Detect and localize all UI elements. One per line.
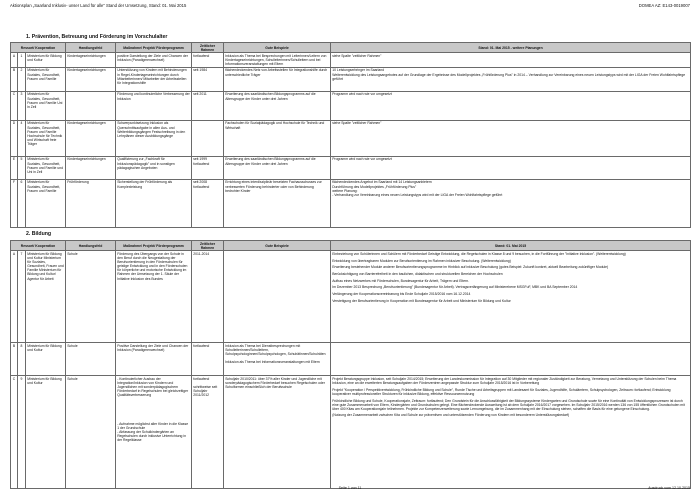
section-1-title: 1. Prävention, Betreuung und Förderung im Vorschulalter xyxy=(26,34,168,40)
cell-handlungsfeld: Kindertageseinrichtungen xyxy=(66,156,116,179)
file-reference: DOMEA AZ: E143-0019007 xyxy=(638,3,690,8)
table-row xyxy=(11,343,691,376)
cell-gute-beispiele: Fachschulen für Sozialpädagogik und Hochschule für Technik und Wirtschaft xyxy=(224,120,331,156)
stand-paragraph: Frühkindliche Bildung und Schule, Kooperationsjahr, Zeitraum: fortlaufend; Den Grundstein für die Anschlussfähigkeit der Bildungssysteme Kindergarten und Grundschule sowie für eine Kontinuität von Entwicklungsprozessen ist durch eine gute Zusammenarbeit von Eltern, Kindergärten und Grundschulen gelegt. Eine flächendeckende Ausweitung ist ab dem Schuljahr 2016/2017 vorgesehen. Im Schuljahr 2015/2016 werden 136 von 155 öffentlichen Grundschulen mit über 400 Kitas am Kooperationsjahr teilnehmen. Projekte zur Kompetenzerweiterung sowie Lernumgebung, die im Zusammenhang mit der Einschulung stehen, schaffen die Basis für eine gelungene Einschulung. xyxy=(332,398,685,411)
cell-stand: siehe Spalte "zeitlicher Rahmen" xyxy=(331,53,691,67)
stand-paragraph: Projekt "Kooperation / Perspektiventwicklung, Frühkindliche Bildung und Schule", Runde Tische und Arbeitsgruppen mit Landesamt für Soziales, Jugendhilfe, Schulämtern, Schulpsychologen, Zeitraum: fortlaufend; Entwicklung kooperativer multiprofessioneller Strukturen für inklusive Bildung, effektive Ressourcennutzung xyxy=(332,387,671,396)
document-title: Aktionsplan „Saarland Inklusiv- unser Land für alle" Stand der Umsetzung, Stand: 01. Mai 2015 xyxy=(10,3,187,8)
cell-stand: 10 Leistungserbringer im Saarland Weiterentwicklung des Leistungsangebotes auf der Grundlage der Ergebnisse des Modellprojektes „Frühförderung Plus" in 2014 – Verhandlung zur Vereinbarung eines neuen Leistungstyps wird mit der LIGA der Freien Wohlfahrtspflege geführt xyxy=(331,67,691,91)
cell-ressort: Ministerium für Bildung und Kultur xyxy=(26,343,66,376)
table-section-2 xyxy=(10,240,691,489)
cell-handlungsfeld: Schule xyxy=(66,376,116,489)
cell-gute-beispiele: Errichtung eines interdisziplinär besetzten Fachausschusses zur verbesserten Förderung behinderter oder von Behinderung bedrohter Kinder xyxy=(224,179,331,227)
row-number: 4 xyxy=(18,120,26,156)
table-row xyxy=(11,53,691,67)
cell-zeitlicher-rahmen: 2011-2014 xyxy=(192,251,224,343)
table-row xyxy=(11,376,691,489)
cell-handlungsfeld: Schule xyxy=(66,343,116,376)
cell-zeitlicher-rahmen: fortlaufend schrittweise seit Schuljahr 2011/2012 xyxy=(192,376,224,489)
cell-massnahme: positive Darstellung der Ziele und Chancen der Inklusion (Paradigmenwechsel) xyxy=(116,53,192,67)
cell-ressort: Ministerium für Bildung und Kultur xyxy=(26,376,66,489)
header-zeitlicher-rahmen: Zeitlicher Rahmen xyxy=(192,43,224,53)
row-letter: A xyxy=(11,53,18,67)
cell-massnahme: Sicherstellung der Frühförderung als Komplexleistung xyxy=(116,179,192,227)
row-letter: E xyxy=(11,156,18,179)
cell-massnahme: Unterstützung von Kindern mit Behinderungen in Regel-Kindertageseinrichtungen durch Mitarbeiterinnen/ Mitarbeiter der Arbeitsstellen für Integrationshilfe xyxy=(116,67,192,91)
stand-paragraph: (Nutzung der Zusammenarbeit zwischen Kita und Schule zur präventiven und unterstützenden Förderung von Kindern mit besonderem Unterstützungsbedarf) xyxy=(332,413,570,418)
cell-handlungsfeld: Kindertageseinrichtungen xyxy=(66,120,116,156)
print-date: Ausdruck vom 12.10.2015 xyxy=(648,486,690,490)
cell-zeitlicher-rahmen: fortlaufend xyxy=(192,343,224,376)
table-row xyxy=(11,156,691,179)
cell-stand xyxy=(331,251,691,343)
cell-gute-beispiele: Schuljahr 2010/2011: über 37% aller Kinder und Jugendliche mit sonderpädagogischem Förderbedarf besuchen Regelschulen oder Schulformen einschließlich der Berufsschule xyxy=(224,376,331,489)
header-zeitlicher-rahmen: Zeitlicher Rahmen xyxy=(192,241,224,251)
cell-ressort: Ministerium für Bildung und Kultur Ministerium für Soziales, Gesundheit, Frauen und Familie Ministerium für Bildung und Kultur/ Agentur für Arbeit xyxy=(26,251,66,343)
cell-ressort: Ministerium für Soziales, Gesundheit, Frauen und Familie xyxy=(26,179,66,227)
cell-stand xyxy=(331,376,691,489)
row-letter: F xyxy=(11,179,18,227)
stand-paragraph: Verlängerung der Kooperationsvereinbarung bis Ende Schuljahr 2015/2016 vom 16.12.2014 xyxy=(332,292,471,297)
cell-massnahme: Förderung und kontinuierliche Verbesserung der Inklusion xyxy=(116,91,192,120)
stand-paragraph: Im Dezember 2013 Besprechung „Berufsorientierung" (Bundesagentur für Arbeit). Vertragsverlängerung auf Ministerebene MSGFuF, MBK und BA September 2014 xyxy=(332,285,578,290)
cell-ressort: Ministerium für Soziales, Gesundheit, Frauen und Familie und Uni in Zell xyxy=(26,156,66,179)
stand-paragraph: Einbeziehung von Schülerinnen und Schülern mit Förderbedarf Geistige Entwicklung, die Regelschulen in Klasse 8 und 9 besuchen, in die Fortführung der "Initiative Inklusion". (Weiterentwicklung) xyxy=(332,251,626,256)
cell-ressort: Ministerium für Soziales, Gesundheit, Frauen und Familie Hochschule für Technik und Wirtschaft freie Träger xyxy=(26,120,66,156)
stand-paragraph: Entwicklung von übertragbaren Modulen zur Berufsorientierung im Rahmen inklusiver Beschulung. (Weiterentwicklung) xyxy=(332,258,511,263)
page-header xyxy=(10,3,690,11)
header-massnahme: Maßnahme/ Projekt/ Förderprogramm xyxy=(116,43,192,53)
cell-massnahme: Positive Darstellung der Ziele und Chancen der Inklusion (Paradigmenwechsel) xyxy=(116,343,192,376)
cell-ressort: Ministerium für Soziales, Gesundheit, Frauen und Familie xyxy=(26,67,66,91)
section-2-title: 2. Bildung xyxy=(26,231,52,237)
cell-handlungsfeld xyxy=(66,91,116,120)
row-letter: B xyxy=(11,343,18,376)
cell-stand: Programm wird nach wie vor umgesetzt xyxy=(331,91,691,120)
cell-gute-beispiele: Inklusion als Thema bei Besprechungen mit Leiterinnen/Leitern von Kindertageseinrichtungen, Schulleiterinnen/Schulleitern und bei Informationsveranstaltungen mit Eltern xyxy=(224,53,331,67)
header-stand: Stand: 01. Mai 2015 xyxy=(331,241,691,251)
cell-zeitlicher-rahmen: seit 1999 fortlaufend xyxy=(192,156,224,179)
table-row xyxy=(11,67,691,91)
cell-stand: siehe Spalte "zeitlicher Rahmen" xyxy=(331,120,691,156)
table-row xyxy=(11,179,691,227)
header-gute-beispiele: Gute Beispiele xyxy=(224,241,331,251)
header-handlungsfeld: Handlungsfeld xyxy=(66,43,116,53)
cell-massnahme: Qualifizierung zur „Fachkraft für Inklusionspädagogik" und in sonstigen pädagogischen Angeboten xyxy=(116,156,192,179)
header-ressort: Ressort/ Kooperation xyxy=(11,241,66,251)
header-ressort: Ressort/ Kooperation xyxy=(11,43,66,53)
cell-zeitlicher-rahmen: fortlaufend xyxy=(192,53,224,67)
cell-massnahme: - Kontinuierlicher Ausbau der Integration/Inklusion von Kindern und Jugendlichen mit sonderpädagogischem Förderbedarf in Regelschulen bei gleichzeitiger Qualitätsverbesserung - Aufnahme möglichst aller Kinder in die Klasse 1 der Grundschule - Abfassung der Schulkindergärten an Regelschulen durch inklusive Unterrichtung in der Regelklasse xyxy=(116,376,192,489)
stand-paragraph: Projekt Beratungsgruppe Inklusion, seit Schuljahr 2014/2015; Erweiterung der Landeskommission für Integration auf 30 Mitglieder mit regionaler Zuständigkeit zur Beratung, Vernetzung und Unterstützung der Schulen beim Thema Inklusion, eine an die erweiterten Beratungsaufgaben der Förderzentren angepasste Struktur zum Schuljahr 2015/2016 ist in Vorbereitung xyxy=(332,376,677,386)
cell-zeitlicher-rahmen: seit 1984 xyxy=(192,67,224,91)
row-number: 5 xyxy=(18,156,26,179)
row-letter: C xyxy=(11,376,18,489)
cell-gute-beispiele: Inklusion als Thema bei Dienstbesprechungen mit Schulleiterinnen/Schulleitern, Schulpsychologinnen/Schulpsychologen, Schulrätinnen/Schulräten Inklusion als Thema bei Informationsveranstaltungen mit Eltern xyxy=(224,343,331,376)
cell-handlungsfeld: Kindertageseinrichtungen xyxy=(66,53,116,67)
table-section-1 xyxy=(10,42,691,228)
cell-gute-beispiele: flächendeckendes Netz von Arbeitsstellen für Integrationshilfe durch unterschiedliche Träger xyxy=(224,67,331,91)
cell-zeitlicher-rahmen: seit 2011 xyxy=(192,91,224,120)
cell-massnahme: Förderung des Übergangs von der Schule in den Beruf durch die Neugestaltung der Berufsorientierung in den Förderschulen für geistige Entwicklung und in den Förderschulen für körperliche und motorische Entwicklung im Rahmen der Umsetzung der 1. Säule der Initiative Inklusion des Bundes xyxy=(116,251,192,343)
stand-paragraph: Aufbau eines Netzwerkes mit Förderschulen, Bundesagentur für Arbeit, Trägern und Eltern. xyxy=(332,278,470,283)
page-footer xyxy=(10,486,690,492)
row-letter: B xyxy=(11,67,18,91)
cell-ressort: Ministerium für Bildung und Kultur xyxy=(26,53,66,67)
row-number: 7 xyxy=(18,251,26,343)
table-row xyxy=(11,120,691,156)
cell-stand: flächendeckendes Angebot im Saarland mit 14 Leistungsanbietern Durchführung des Modellprojektes „Frühförderung Plus" weitere Planung: - Verhandlung zur Vereinbarung eines neuen Leistungstyps wird mit der LIGA der Freien Wohlfahrtspflege geführt xyxy=(331,179,691,227)
stand-paragraph: Erweiterung bestehender Module anderer Berufsorientierungsprogramme im Hinblick auf inklusive Beschulung (gutes Beispiel: Zukunft konkret, aktuell Bearbeitung zukünftiger Module) xyxy=(332,265,609,270)
row-number: 8 xyxy=(18,343,26,376)
cell-handlungsfeld: Schule xyxy=(66,251,116,343)
table-row xyxy=(11,91,691,120)
cell-massnahme: Schwerpunktsetzung Inklusion als Querschnittsaufgabe in allen Aus- und Weiterbildungsgängen Festschreibung in den Lehrplänen dieser Ausbildungsgänge xyxy=(116,120,192,156)
stand-paragraph: Berücksichtigung von Barrierefreiheit in den baulichen, didaktischen und strukturellen Bereichen der Hochschulen xyxy=(332,272,503,277)
row-number: 2 xyxy=(18,67,26,91)
header-handlungsfeld: Handlungsfeld xyxy=(66,241,116,251)
row-number: 1 xyxy=(18,53,26,67)
cell-stand: Programm wird nach wie vor umgesetzt xyxy=(331,156,691,179)
cell-zeitlicher-rahmen xyxy=(192,120,224,156)
row-letter: A xyxy=(11,251,18,343)
table-row xyxy=(11,251,691,343)
stand-paragraph: Verstetigung der Berufsorientierung in Kooperation mit Bundesagentur für Arbeit und Ministerium für Bildung und Kultur xyxy=(332,298,511,303)
header-gute-beispiele: Gute Beispiele xyxy=(224,43,331,53)
cell-gute-beispiele xyxy=(224,251,331,343)
row-number: 3 xyxy=(18,91,26,120)
row-number: 9 xyxy=(18,376,26,489)
row-letter: D xyxy=(11,120,18,156)
cell-handlungsfeld: Kindertageseinrichtungen xyxy=(66,67,116,91)
cell-handlungsfeld: Frühförderung xyxy=(66,179,116,227)
cell-gute-beispiele: Erweiterung des saarländischen Bildungsprogramms auf die Altersgruppe der Kinder unter drei Jahren xyxy=(224,91,331,120)
cell-zeitlicher-rahmen: seit 2008 fortlaufend xyxy=(192,179,224,227)
cell-ressort: Ministerium für Soziales, Gesundheit, Frauen und Familie Uni in Zell xyxy=(26,91,66,120)
page-number: Seite 1 von 11 xyxy=(338,486,362,490)
header-stand: Stand: 01. Mai 2015 - weitere Planungen xyxy=(331,43,691,53)
row-number: 6 xyxy=(18,179,26,227)
cell-stand xyxy=(331,343,691,376)
header-massnahme: Maßnahme/ Projekt/ Förderprogramm xyxy=(116,241,192,251)
cell-gute-beispiele: Erweiterung des saarländischen Bildungsprogramms auf die Altersgruppe der Kinder unter drei Jahren xyxy=(224,156,331,179)
row-letter: C xyxy=(11,91,18,120)
